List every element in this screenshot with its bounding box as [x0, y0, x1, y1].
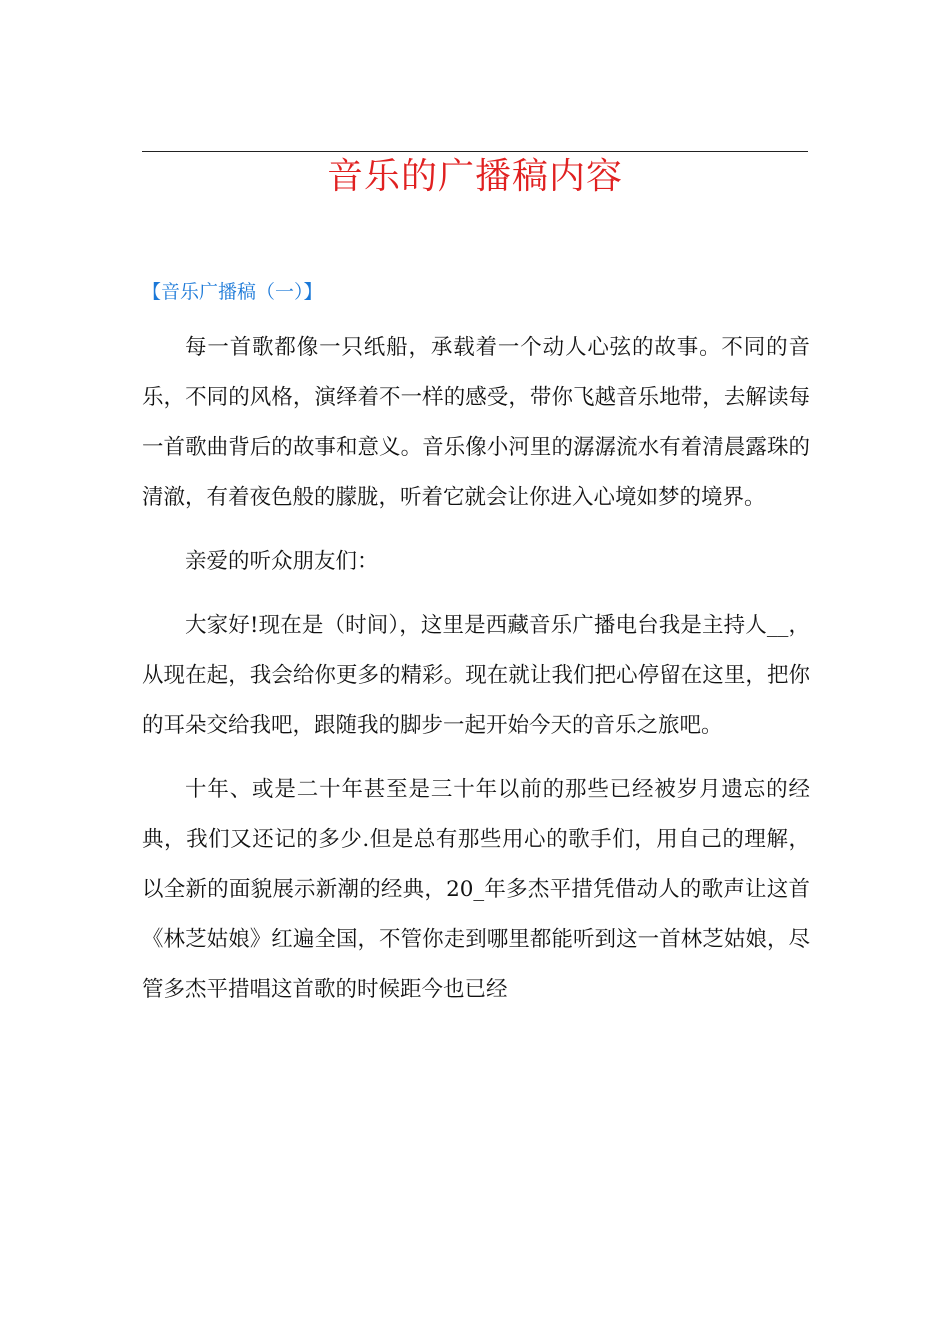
paragraph: 十年、或是二十年甚至是三十年以前的那些已经被岁月遗忘的经典，我们又还记的多少.但是总有那些用心的歌手们，用自己的理解，以全新的面貌展示新潮的经典，20_年多杰平措凭借动人的歌声让这首《林芝姑娘》红遍全国，不管你走到哪里都能听到这一首林芝姑娘，尽管多杰平措唱这首歌的时候距今也已经 [142, 777, 810, 1002]
paragraph: 亲爱的听众朋友们： [185, 549, 379, 574]
body-text [142, 323, 810, 1015]
paragraph: 每一首歌都像一只纸船，承载着一个动人心弦的故事。不同的音乐，不同的风格，演绎着不一样的感受，带你飞越音乐地带，去解读每一首歌曲背后的故事和意义。音乐像小河里的潺潺流水有着清晨露珠的清澈，有着夜色般的朦胧，听着它就会让你进入心境如梦的境界。 [142, 335, 810, 510]
section-heading: 【音乐广播稿（一）】 [142, 281, 323, 303]
document-title: 音乐的广播稿内容 [326, 156, 623, 197]
paragraph: 大家好!现在是（时间），这里是西藏音乐广播电台我是主持人__，从现在起，我会给你更多的精彩。现在就让我们把心停留在这里，把你的耳朵交给我吧，跟随我的脚步一起开始今天的音乐之旅吧。 [142, 613, 810, 738]
